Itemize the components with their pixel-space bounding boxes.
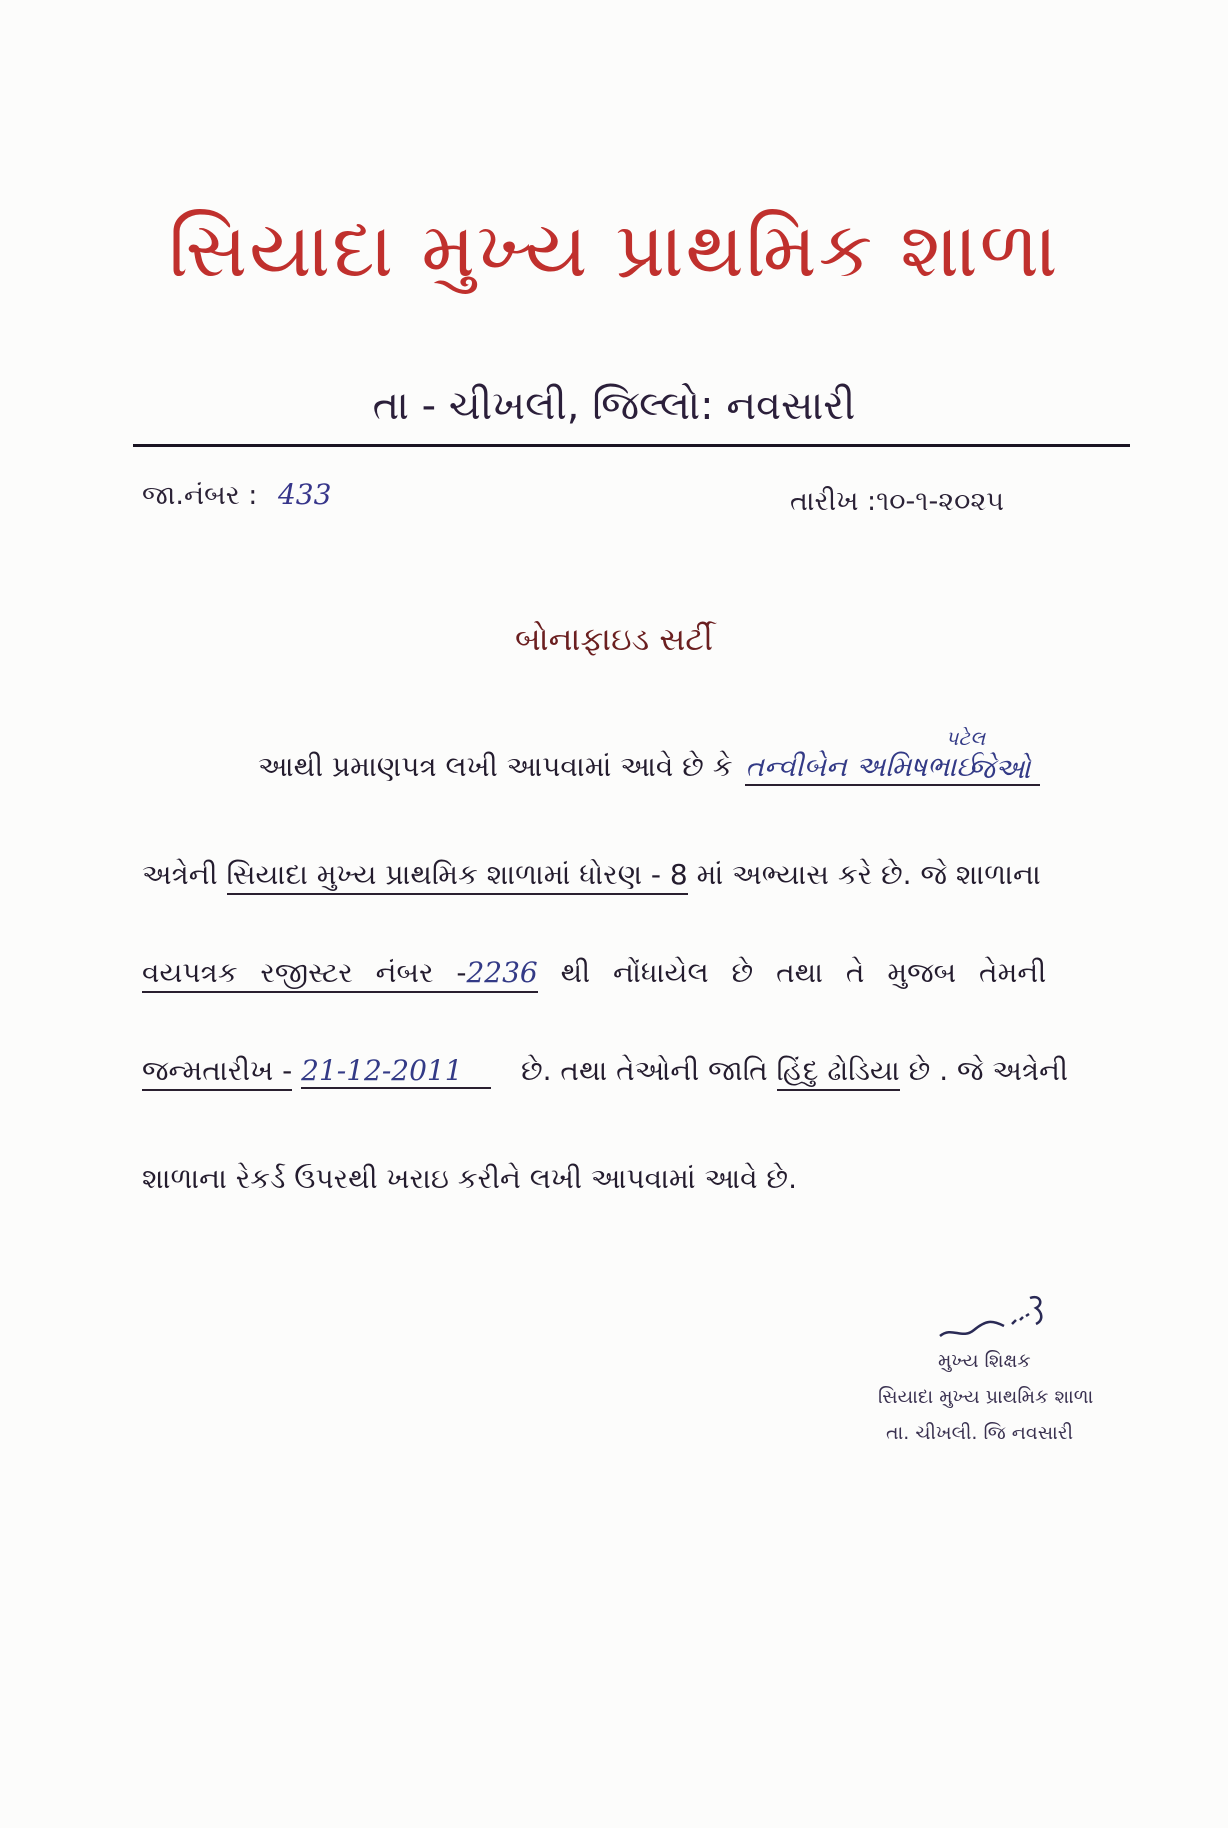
reference-number	[142, 478, 331, 512]
body-line-2-pre: અત્રેની	[142, 858, 218, 891]
stamp-designation: મુખ્ય શિક્ષક	[938, 1350, 1031, 1372]
reference-label: જા.નંબર :	[142, 480, 258, 511]
body-line-1	[258, 726, 1040, 786]
student-name-field	[745, 726, 1040, 786]
handwritten-signature	[932, 1290, 1052, 1350]
header-divider	[133, 444, 1130, 447]
certificate-title: બોનાફાઇડ સર્ટી	[514, 620, 714, 658]
body-line-4-post: છે . જે અત્રેની	[908, 1054, 1069, 1087]
date-label: તારીખ :	[790, 486, 877, 517]
body-line-4	[142, 1054, 1068, 1089]
register-label: વયપત્રક રજીસ્ટર નંબર -	[142, 956, 466, 993]
caste-value: હિંદુ ઢોડિયા	[777, 1054, 900, 1091]
school-address: તા - ચીખલી, જિલ્લો: નવસારી	[372, 383, 856, 429]
student-suffix: જેઓ	[968, 752, 1031, 785]
stamp-school: સિયાદા મુખ્ય પ્રાથમિક શાળા	[878, 1386, 1094, 1408]
body-line-4-mid: છે. તથા તેઓની જાતિ	[520, 1054, 768, 1087]
reference-value: 433	[277, 478, 332, 511]
body-line-2	[142, 858, 1041, 892]
dob-label: જન્મતારીખ -	[142, 1054, 292, 1091]
date-value: ૧૦-૧-૨૦૨૫	[876, 486, 1004, 517]
register-number: 2236	[466, 956, 537, 993]
body-line-1-text: આથી પ્રમાણપત્ર લખી આપવામાં આવે છે કે	[258, 750, 733, 783]
body-line-5: શાળાના રેકર્ડ ઉપરથી ખરાઇ કરીને લખી આપવામાં આવે છે.	[142, 1162, 797, 1195]
dob-value: 21-12-2011	[301, 1054, 491, 1089]
school-name-heading: સિયાદા મુખ્ય પ્રાથમિક શાળા	[168, 205, 1060, 294]
student-surname: પટેલ	[945, 726, 986, 750]
student-name: તન્વીબેન અમિષભાઈ	[745, 750, 978, 783]
school-standard: સિયાદા મુખ્ય પ્રાથમિક શાળામાં ધોરણ - 8	[227, 858, 688, 895]
body-line-3-post: થી નોંધાયેલ છે તથા તે મુજબ તેમની	[560, 956, 1047, 989]
issue-date	[790, 486, 1004, 518]
stamp-place: તા. ચીખલી. જિ નવસારી	[886, 1422, 1074, 1444]
body-line-2-post: માં અભ્યાસ કરે છે. જે શાળાના	[696, 858, 1041, 891]
body-line-3	[142, 956, 1046, 990]
